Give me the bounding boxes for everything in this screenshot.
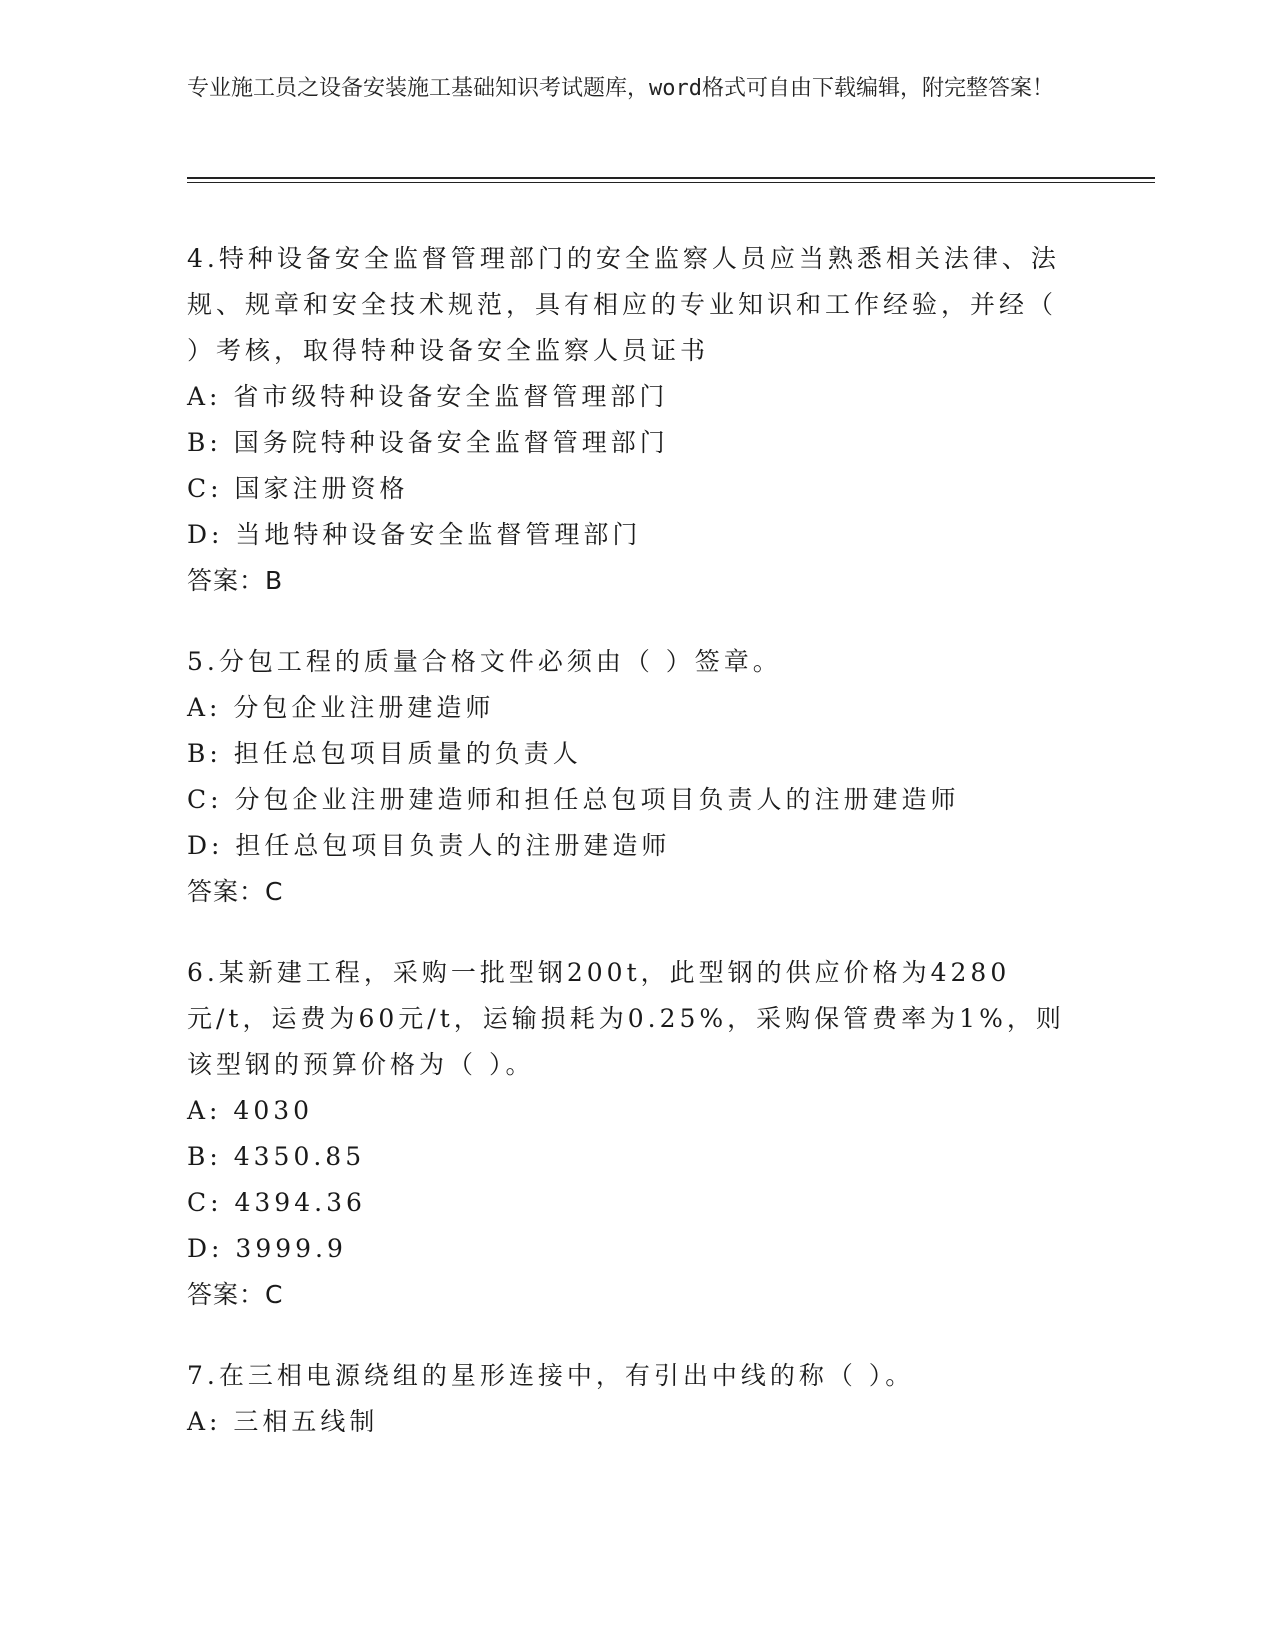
question-7	[187, 1353, 1087, 1445]
question-stem: 7.在三相电源绕组的星形连接中，有引出中线的称（ ）。	[187, 1361, 915, 1390]
option-c: C: 分包企业注册建造师和担任总包项目负责人的注册建造师	[187, 785, 960, 814]
option-b: B: 4350.85	[187, 1142, 366, 1171]
question-stem: 5.分包工程的质量合格文件必须由（ ）签章。	[187, 647, 782, 676]
question-6	[187, 950, 1087, 1318]
header-divider	[187, 177, 1155, 179]
option-a: A: 省市级特种设备安全监督管理部门	[187, 382, 669, 411]
answer-text: 答案：C	[187, 877, 284, 906]
option-c: C: 4394.36	[187, 1188, 366, 1217]
question-stem: 6.某新建工程，采购一批型钢200t，此型钢的供应价格为4280元/t，运费为60元/t，运输损耗为0.25%，采购保管费率为1%，则该型钢的预算价格为（ ）。	[187, 958, 1065, 1079]
option-d: D: 3999.9	[187, 1234, 347, 1263]
option-a: A: 4030	[187, 1096, 314, 1125]
option-b: B: 担任总包项目质量的负责人	[187, 739, 582, 768]
answer-text: 答案：C	[187, 1280, 284, 1309]
option-a: A: 分包企业注册建造师	[187, 693, 495, 722]
question-stem: 4.特种设备安全监督管理部门的安全监察人员应当熟悉相关法律、法规、规章和安全技术规范，具有相应的专业知识和工作经验，并经（ ）考核，取得特种设备安全监察人员证书	[187, 244, 1060, 365]
option-a: A: 三相五线制	[187, 1407, 379, 1436]
option-b: B: 国务院特种设备安全监督管理部门	[187, 428, 669, 457]
question-list	[187, 236, 1087, 1480]
header-divider-thin	[187, 182, 1155, 183]
option-c: C: 国家注册资格	[187, 474, 409, 503]
option-d: D: 当地特种设备安全监督管理部门	[187, 520, 642, 549]
question-4	[187, 236, 1087, 604]
answer-text: 答案：B	[187, 566, 284, 595]
option-d: D: 担任总包项目负责人的注册建造师	[187, 831, 671, 860]
document-header: 专业施工员之设备安装施工基础知识考试题库，word格式可自由下载编辑，附完整答案！	[187, 76, 1054, 101]
question-5	[187, 639, 1087, 915]
